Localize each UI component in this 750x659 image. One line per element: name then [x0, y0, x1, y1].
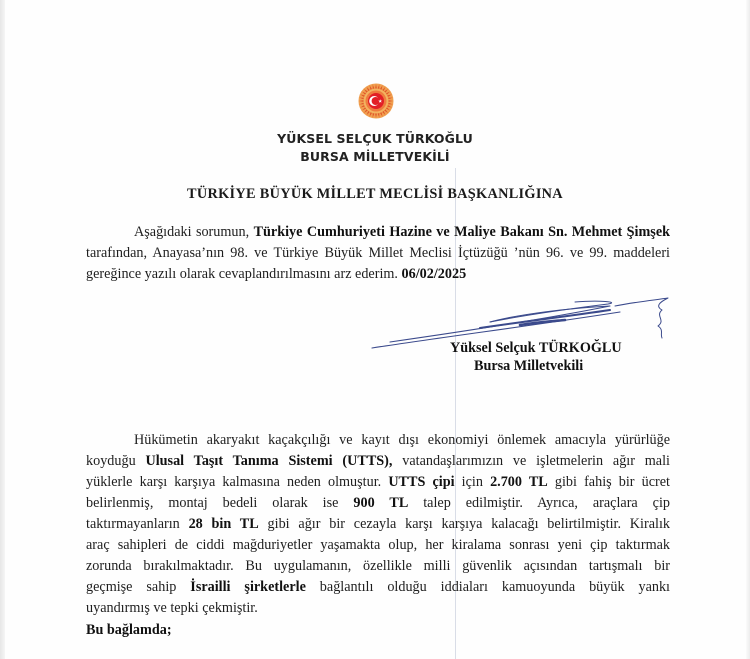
body-text: zorunda bırakılmaktadır. Bu uygulamanın, özellikle milli güvenlik açısından tartışmalı bir — [86, 558, 670, 574]
page-edge-shadow-left — [0, 0, 5, 659]
body-line — [86, 493, 670, 514]
body-text: talep edilmiştir. Ayrıca, araçlara çip — [408, 495, 671, 511]
body-text: taktırmayanların — [86, 516, 189, 532]
body-line — [86, 451, 670, 472]
body-text: vatandaşlarımızın ve işletmelerin ağır mali — [392, 453, 670, 469]
body-line — [86, 556, 670, 577]
body-text: koyduğu — [86, 453, 146, 469]
body-line — [86, 514, 670, 535]
intro-text-2: tarafından, Anayasa’nın 98. ve Türkiye Büyük Millet Meclisi İçtüzüğü ’nün 96. ve 99. maddeleri gereğince yazılı olarak cevaplandırılmasını arz ederim. — [86, 245, 670, 282]
body-line — [86, 472, 670, 493]
body-line — [86, 430, 670, 451]
utts-chip: UTTS çipi — [388, 474, 455, 490]
body-line — [86, 598, 670, 619]
israeli-companies: İsrailli şirketlerle — [190, 579, 306, 595]
body-text: Hükümetin akaryakıt kaçakçılığı ve kayıt dışı ekonomiyi önlemek amacıyla yürürlüğe — [134, 432, 670, 448]
intro-paragraph — [86, 222, 670, 285]
body-line — [86, 535, 670, 556]
body-text: bağlantılı olduğu iddiaları kamuoyunda büyük yankı — [305, 579, 670, 595]
body-text: araç sahipleri de ciddi mağduriyetler yaşamakta olup, her kiralama sonrası yeni çip taktırmak — [86, 537, 670, 553]
document-date: 06/02/2025 — [401, 266, 467, 282]
body-text: uyandırmış ve tepki çekmiştir. — [86, 600, 258, 616]
intro-text-1: Aşağıdaki sorumun, — [134, 224, 254, 240]
body-text: için — [454, 474, 491, 490]
body-line — [86, 577, 670, 598]
deputy-title-header: BURSA MİLLETVEKİLİ — [300, 149, 450, 164]
chip-price: 2.700 TL — [490, 474, 548, 490]
body-paragraph — [86, 430, 670, 619]
body-text: belirlenmiş, montaj bedeli olarak ise — [86, 495, 354, 511]
body-text: yüklerle karşı karşıya kalmasına neden olmuştur. — [86, 474, 389, 490]
installation-fee: 900 TL — [353, 495, 409, 511]
body-text: gibi ağır bir cezayla karşı karşıya kalacağı belirtilmiştir. Kiralık — [258, 516, 670, 532]
body-text: geçmişe sahip — [86, 579, 191, 595]
penalty-amount: 28 bin TL — [188, 516, 259, 532]
signatory-title: Bursa Milletvekili — [474, 358, 584, 374]
closing-phrase: Bu bağlamda; — [86, 622, 172, 638]
minister-name: Türkiye Cumhuriyeti Hazine ve Maliye Bakanı Sn. Mehmet Şimşek — [253, 224, 671, 240]
deputy-name-header: YÜKSEL SELÇUK TÜRKOĞLU — [277, 131, 473, 146]
signatory-name: Yüksel Selçuk TÜRKOĞLU — [450, 340, 622, 356]
document-title: TÜRKİYE BÜYÜK MİLLET MECLİSİ BAŞKANLIĞINA — [187, 186, 563, 202]
page-edge-shadow-right — [746, 0, 750, 659]
body-text: gibi fahiş bir ücret — [547, 474, 670, 490]
utts-system-name: Ulusal Taşıt Tanıma Sistemi (UTTS), — [145, 453, 393, 469]
tbmm-emblem-icon — [358, 83, 394, 119]
